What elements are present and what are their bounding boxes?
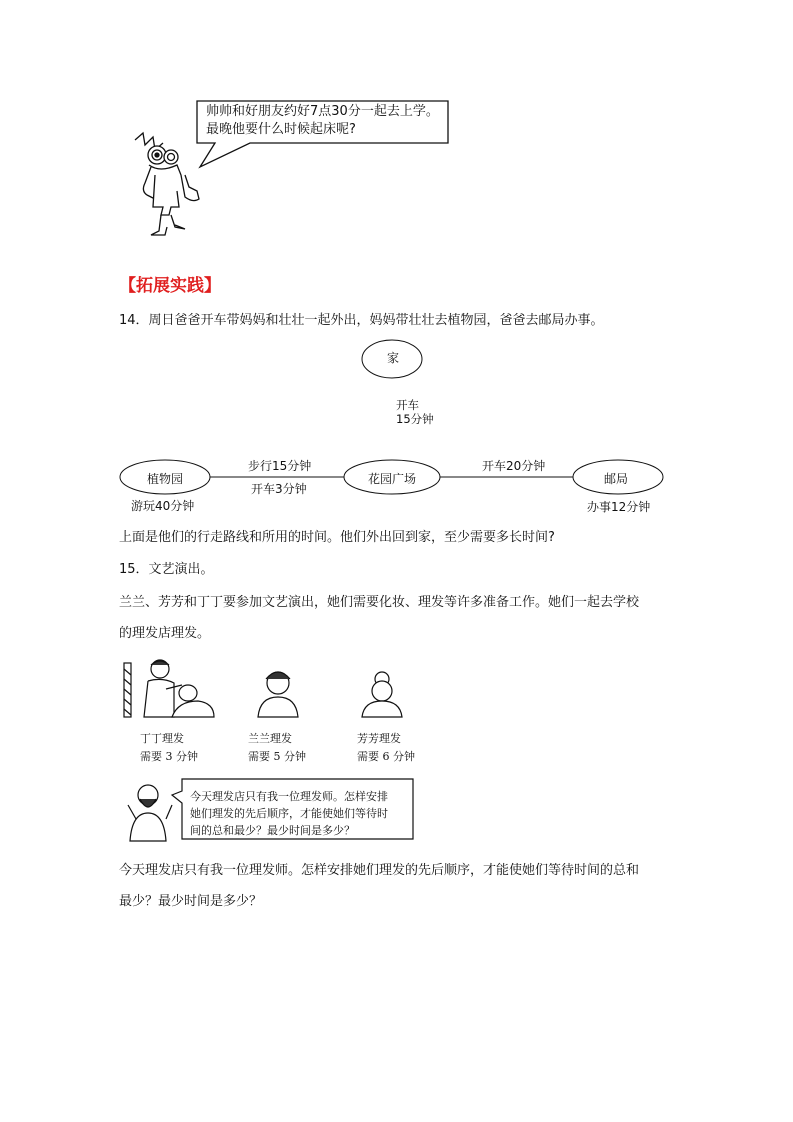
bubble-line-1: 帅帅和好朋友约好7点30分一起去上学。: [206, 104, 439, 119]
barber-with-customer-icon: [144, 660, 214, 717]
q14-text: 14．周日爸爸开车带妈妈和壮壮一起外出，妈妈带壮壮去植物园，爸爸去邮局办事。: [119, 313, 604, 328]
q15-line1: 兰兰、芳芳和丁丁要参加文艺演出，她们需要化妆、理发等许多准备工作。她们一起去学校: [119, 595, 640, 610]
person1-time: 需要 3 分钟: [140, 750, 198, 763]
drive-label: 开车3分钟: [251, 482, 307, 496]
barber-pole-icon: [124, 663, 131, 717]
person1-name: 丁丁理发: [140, 732, 184, 745]
cartoon-character-icon: [135, 133, 199, 235]
person3-time: 需要 6 分钟: [357, 750, 415, 763]
barber-bubble-line2: 她们理发的先后顺序，才能使她们等待时: [190, 807, 388, 820]
barber-icon: [128, 785, 172, 841]
garden-note: 游玩40分钟: [131, 499, 195, 513]
home-label: 家: [387, 351, 400, 365]
home-route-line1: 开车: [396, 398, 419, 412]
person2-time: 需要 5 分钟: [248, 750, 306, 763]
barbershop-illustration: [118, 655, 418, 725]
square-label: 花园广场: [368, 472, 417, 486]
post-note: 办事12分钟: [587, 500, 651, 514]
section-title: 【拓展实践】: [119, 276, 221, 296]
person2-name: 兰兰理发: [248, 732, 292, 745]
q15-line2: 的理发店理发。: [119, 626, 211, 641]
barber-bubble-line3: 间的总和最少？最少时间是多少？: [190, 824, 355, 837]
barber-bubble-line1: 今天理发店只有我一位理发师。怎样安排: [190, 790, 388, 803]
home-route-line2: 15分钟: [396, 412, 434, 426]
q15-title: 15．文艺演出。: [119, 562, 214, 577]
q15-question-line2: 最少？最少时间是多少？: [119, 894, 263, 909]
garden-label: 植物园: [147, 472, 184, 486]
person3-name: 芳芳理发: [357, 732, 401, 745]
bubble-line-2: 最晚他要什么时候起床呢?: [206, 122, 356, 137]
walk-label: 步行15分钟: [248, 459, 312, 473]
post-label: 邮局: [604, 472, 629, 486]
q15-question-line1: 今天理发店只有我一位理发师。怎样安排她们理发的先后顺序，才能使她们等待时间的总和: [119, 863, 640, 878]
square-route-label: 开车20分钟: [482, 459, 546, 473]
fangfang-icon: [362, 672, 402, 717]
q14-question: 上面是他们的行走路线和所用的时间。他们外出回到家，至少需要多长时间?: [119, 530, 555, 545]
lanlan-icon: [258, 672, 298, 717]
